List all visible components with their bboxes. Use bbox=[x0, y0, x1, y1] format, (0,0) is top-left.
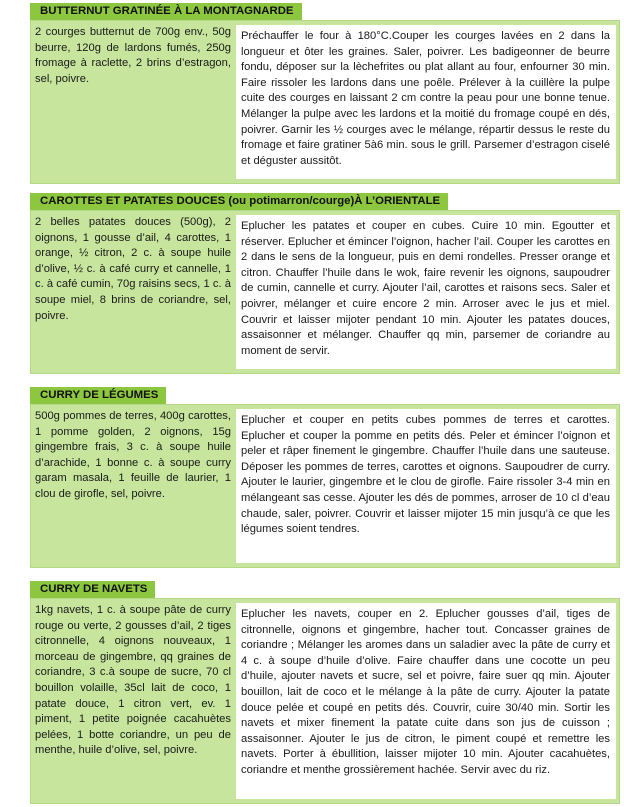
method-text: Préchauffer le four à 180°C.Couper les courges lavées en 2 dans la longueur et ôter les graines. Saler, poivrer. Les badigeonner de beurre fondu, déposer sur la lèchefrites ou plat allant au four, enfourner 30 min. Faire rissoler les lardons dans une poêle. Prélever à la cuillère la pulpe cuite des courges en laissant 2 cm contre la peau pour une bonne tenue. Mélanger la pulpe avec les lardons et la moitié du fromage coupé en dés, poivrer. Garnir les ½ courges avec le mélange, répartir dessus le reste du fromage et faire gratiner 5à6 min. sous le grill. Parsemer d’estragon ciselé et déguster aussitôt. bbox=[236, 25, 616, 179]
recipe-title: CURRY DE NAVETS bbox=[30, 581, 155, 598]
ingredients-text: 1kg navets, 1 c. à soupe pâte de curry rouge ou verte, 2 gousses d’ail, 2 tiges citronnelle, 4 oignons nouveaux, 1 morceau de gingembre, qq graines de coriandre, 3 c.à soupe de sucre, 70 cl bouillon volaille, 35cl lait de coco, 1 patate douce, 1 citron vert, ev. 1 piment, 1 petite poignée cacahuètes pelées, 1 botte coriandre, un peu de menthe, huile d’olive, sel, poivre. bbox=[35, 604, 231, 757]
ingredients-text: 2 courges butternut de 700g env., 50g beurre, 120g de lardons fumés, 250g fromage à raclette, 2 brins d’estragon, sel, poivre. bbox=[35, 26, 231, 85]
method-text: Eplucher et couper en petits cubes pommes de terres et carottes. Eplucher et couper la pomme en petits dés. Peler et émincer l’oignon et peler et râper finement le gingembre. Chauffer l’huile dans une sauteuse. Déposer les pommes de terres, carottes et oignons. Saupoudrer de curry. Ajouter le laurier, gingembre et le clou de girofle. Faire rissoler 3-4 min en mélangeant sas cesse. Ajouter les dés de pommes, arroser de 10 cl d’eau chaude, saler, poivrer. Couvrir et laisser mijoter 15 min jusqu’à ce que les légumes soient tendres. bbox=[236, 409, 616, 563]
recipe-body bbox=[30, 210, 620, 374]
ingredients-text: 500g pommes de terres, 400g carottes, 1 pomme golden, 2 oignons, 15g gingembre frais, 3 c. à soupe huile d’arachide, 1 bonne c. à soupe curry garam masala, 1 feuille de laurier, 1 clou de girofle, sel, poivre. bbox=[35, 410, 231, 500]
ingredients-text: 2 belles patates douces (500g), 2 oignons, 1 gousse d’ail, 4 carottes, 1 orange, ½ citron, 2 c. à soupe huile d’olive, ½ c. à café curry et cannelle, 1 c. à café cumin, 70g raisins secs, 1 c. à soupe miel, 8 brins de coriandre, sel, poivre. bbox=[35, 216, 231, 322]
recipe-body bbox=[30, 20, 620, 184]
recipe-body bbox=[30, 598, 620, 804]
method-text: Eplucher les patates et couper en cubes. Cuire 10 min. Egoutter et réserver. Eplucher et émincer l’oignon, hacher l’ail. Couper les carottes en 2 dans le sens de la longueur, puis en demi rondelles. Presser orange et citron. Chauffer l’huile dans le wok, faire revenir les oignons, saupoudrer de cumin, cannelle et curry. Ajouter l’ail, carottes et raisons secs. Saler et poivrer, mélanger et cuire encore 2 min. Arroser avec le jus et miel. Couvrir et laisser mijoter pendant 10 min. Ajouter les patates douces, assaisonner et mélanger. Chauffer qq min, parsemer de coriandre au moment de servir. bbox=[236, 215, 616, 369]
method-text: Eplucher les navets, couper en 2. Eplucher gousses d’ail, tiges de citronnelle, oignons et gingembre, hacher tout. Concasser graines de coriandre ; Mélanger les aromes dans un saladier avec la pâte de curry et 4 c. à soupe d’huile d’olive. Faire chauffer dans une cocotte un peu d’huile, ajouter navets et sucre, sel et poivre, faire suer qq min. Ajouter bouillon, lait de coco et le mélange à la pâte de curry. Ajouter la patate douce pelée et coupé en petits dés. Couvrir, cuire 30/40 min. Sortir les navets et mixer finement la patate cuite dans son jus de cuisson ; assaisonner. Ajouter le jus de citron, le piment coupé et remettre les navets. Porter à ébullition, laisser mijoter 10 min. Ajouter cacahuètes, coriandre et menthe grossièrement hachée. Servir avec du riz. bbox=[236, 603, 616, 799]
recipe-title: BUTTERNUT GRATINÉE À LA MONTAGNARDE bbox=[30, 3, 302, 20]
recipe-title: CAROTTES ET PATATES DOUCES (ou potimarron/courge)À L’ORIENTALE bbox=[30, 193, 448, 210]
recipe-body bbox=[30, 404, 620, 568]
recipe-title: CURRY DE LÉGUMES bbox=[30, 387, 166, 404]
